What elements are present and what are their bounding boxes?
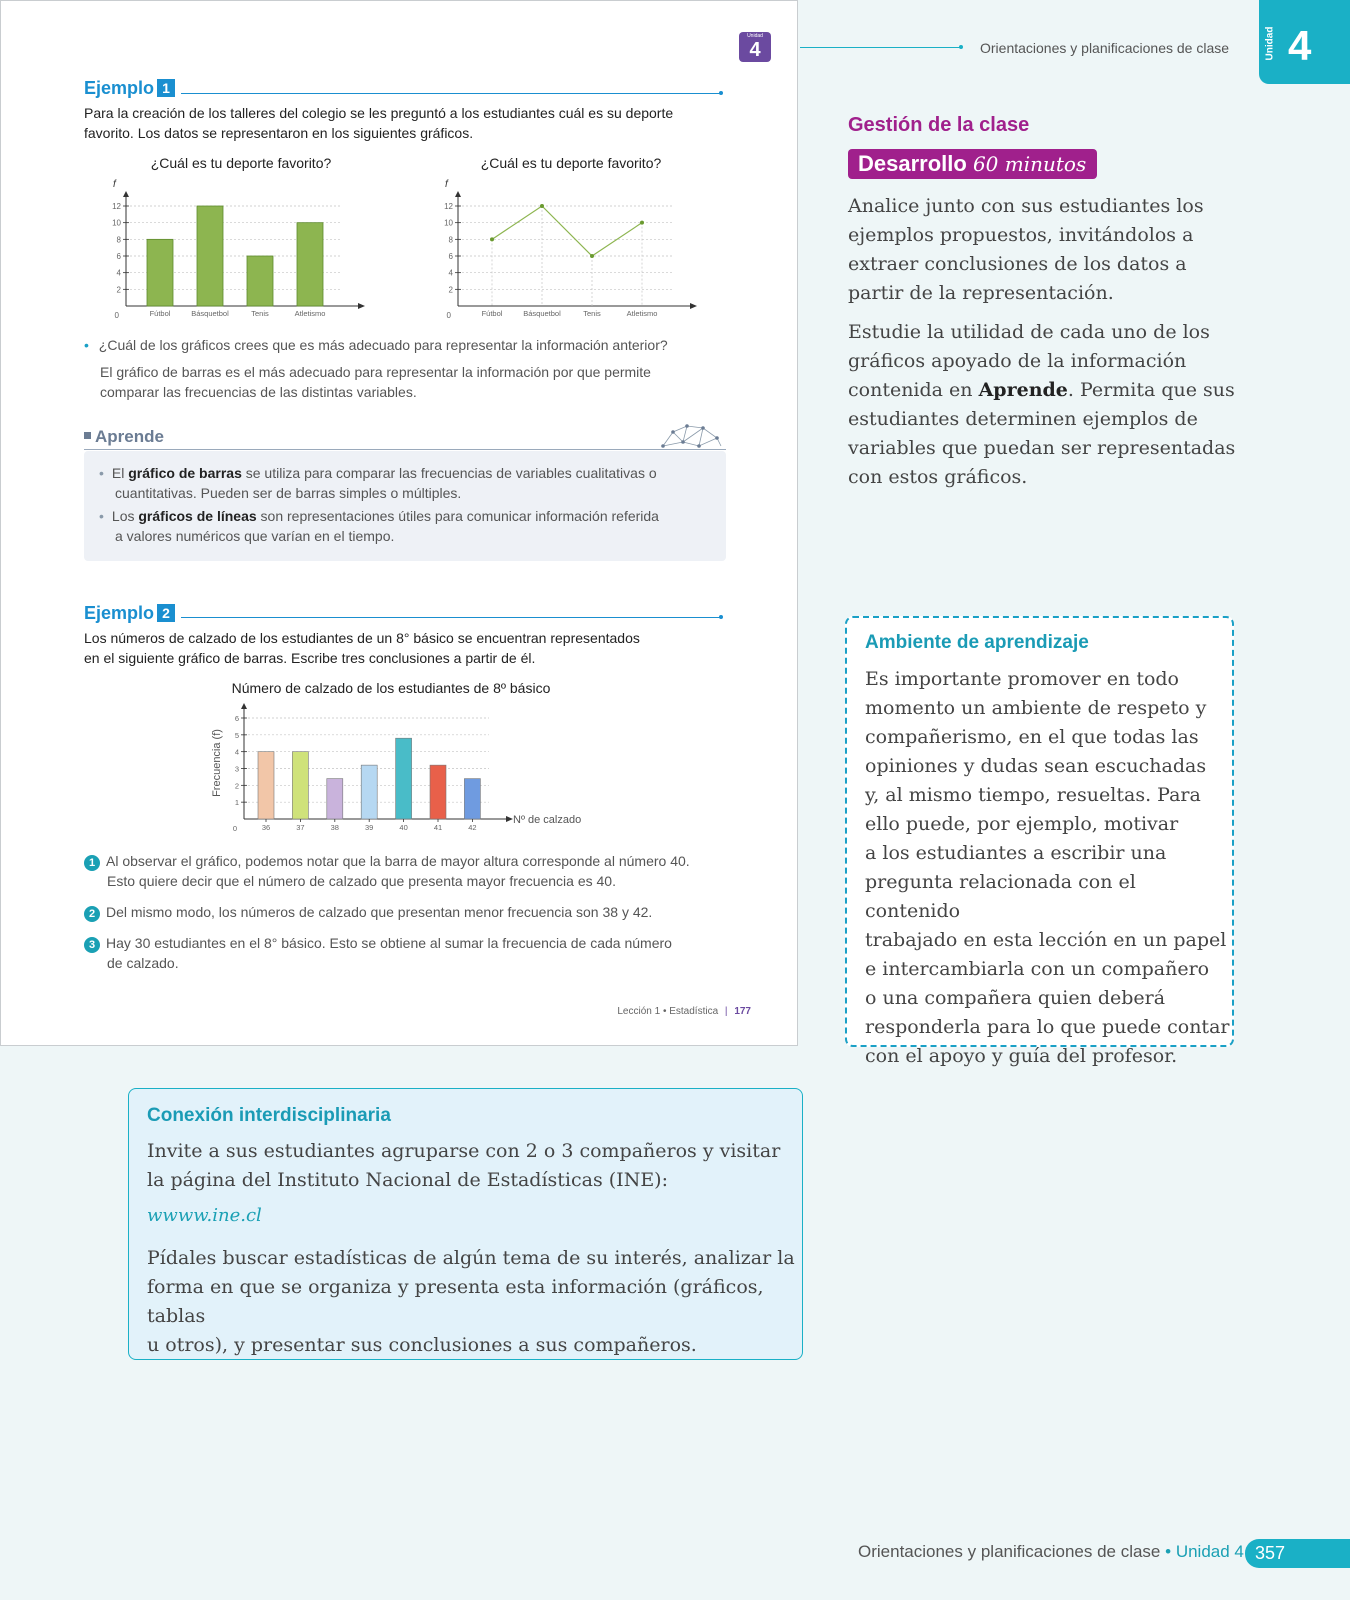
y-tick-label: 10 — [112, 218, 121, 228]
ejemplo-1-intro-line-1: Para la creación de los talleres del colegio se les preguntó a los estudiantes cuál es su deporte — [84, 105, 674, 121]
aprende-item-1-bold: gráfico de barras — [128, 465, 242, 481]
aprende-rule — [84, 449, 726, 450]
ine-link[interactable]: wwww.ine.cl — [147, 1205, 262, 1226]
number-2-icon: 2 — [84, 906, 100, 922]
unit-tab-number: 4 — [1288, 22, 1312, 69]
aprende-item-2 — [99, 506, 719, 546]
y-tick-label: 12 — [444, 202, 453, 211]
x-category-label: 42 — [468, 823, 477, 832]
bar — [147, 239, 173, 306]
gestion-p1-line: Analice junto con sus estudiantes los — [848, 195, 1204, 217]
gestion-p2-line-5: variables que puedan ser representadas — [848, 437, 1236, 459]
aprende-item-1-pre: El — [111, 465, 129, 481]
ejemplo-2-heading — [84, 603, 175, 624]
y-tick-label: 2 — [234, 781, 239, 791]
ambiente-line: momento un ambiente de respeto y — [865, 697, 1207, 719]
x-category-label: 41 — [433, 823, 443, 832]
conexion-title: Conexión interdisciplinaria — [147, 1105, 391, 1126]
ejemplo-1-answer-line-2: comparar las frecuencias de las distintas variables. — [100, 384, 417, 400]
ambiente-line: o una compañera quien deberá — [865, 987, 1166, 1009]
gestion-title: Gestión de la clase — [848, 114, 1030, 136]
ambiente-line: trabajado en esta lección en un papel — [865, 929, 1227, 951]
sports-bar-chart — [106, 179, 376, 324]
x-category-label: Fútbol — [481, 309, 503, 318]
ejemplo-2-rule — [181, 617, 721, 618]
conexion-p1-line-2: la página del Instituto Nacional de Estadísticas (INE): — [147, 1169, 668, 1191]
aprende-heading — [84, 427, 164, 447]
gestion-p2-line-3-pre: contenida en — [848, 379, 979, 401]
gestion-p1-line: extraer conclusiones de los datos a — [848, 253, 1187, 275]
desarrollo-badge — [848, 149, 1097, 179]
student-page-footer — [561, 1006, 751, 1017]
x-axis-arrow-icon — [358, 303, 365, 309]
conexion-p1-line-1: Invite a sus estudiantes agruparse con 2 o 3 compañeros y visitar — [147, 1140, 781, 1162]
x-category-label: Atletismo — [626, 309, 658, 318]
ejemplo-1-intro-line-2: favorito. Los datos se representaron en los siguientes gráficos. — [84, 125, 474, 141]
aprende-item-1 — [99, 463, 719, 503]
y-tick-label: 4 — [234, 747, 239, 757]
y-tick-label: 6 — [116, 252, 121, 261]
bar — [297, 223, 323, 306]
y-tick-label: 0 — [114, 311, 119, 320]
y-tick-label: 8 — [448, 235, 453, 245]
ejemplo-1-question-text: ¿Cuál de los gráficos crees que es más adecuado para representar la información anterior? — [98, 337, 668, 353]
desarrollo-label: Desarrollo — [858, 151, 967, 176]
footer-page-number: 357 — [1255, 1543, 1286, 1563]
x-category-label: Atletismo — [294, 309, 326, 318]
chart-2-title: ¿Cuál es tu deporte favorito? — [480, 155, 662, 171]
ejemplo-2-intro-line-1: Los números de calzado de los estudiantes de un 8° básico se encuentran representados — [84, 630, 640, 646]
ambiente-line: compañerismo, en el que todas las — [865, 726, 1199, 748]
aprende-item-2-line-2: a valores numéricos que varían en el tiempo. — [115, 528, 395, 544]
y-tick-label: 0 — [446, 311, 451, 320]
data-point — [490, 237, 494, 241]
y-tick-label: 6 — [448, 252, 453, 261]
footer-page-badge — [1245, 1539, 1350, 1568]
unit-badge-number: 4 — [749, 39, 761, 61]
chart-3-title: Número de calzado de los estudiantes de 8º básico — [231, 680, 551, 696]
ejemplo-2-intro-line-2: en el siguiente gráfico de barras. Escribe tres conclusiones a partir de él. — [84, 650, 536, 666]
ambiente-line: con el apoyo y guía del profesor. — [865, 1045, 1178, 1067]
bar — [247, 256, 273, 306]
x-category-label: 36 — [261, 823, 271, 832]
conclusion-2-line-1: Del mismo modo, los números de calzado que presentan menor frecuencia son 38 y 42. — [106, 904, 653, 920]
ejemplo-1-question — [84, 335, 784, 355]
ambiente-line: a los estudiantes a escribir una — [865, 842, 1167, 864]
bar — [327, 779, 343, 819]
gestion-paragraph-1 — [848, 192, 1248, 308]
y-axis-label: f — [445, 179, 448, 190]
ambiente-line: e intercambiarla con un compañero — [865, 958, 1210, 980]
conclusion-2 — [84, 902, 784, 922]
ambiente-box — [845, 616, 1234, 1067]
y-axis-label: f — [113, 179, 116, 190]
x-category-label: Fútbol — [149, 309, 171, 318]
aprende-item-1-post: se utiliza para comparar las frecuencias de variables cualitativas o — [241, 465, 657, 481]
conexion-p2-line-1: Pídales buscar estadísticas de algún tema de su interés, analizar la — [147, 1247, 795, 1269]
number-3-icon: 3 — [84, 937, 100, 953]
y-tick-label: 2 — [116, 285, 121, 295]
conexion-p2-line-2: forma en que se organiza y presenta esta información (gráficos, tablas — [147, 1276, 764, 1327]
y-axis-arrow-icon — [455, 191, 461, 197]
x-category-label: Básquetbol — [523, 309, 561, 318]
bar — [292, 752, 308, 819]
ejemplo-2-number: 2 — [157, 604, 175, 622]
unit-badge — [739, 32, 771, 62]
y-tick-label: 3 — [234, 764, 239, 774]
conclusion-1-line-1: Al observar el gráfico, podemos notar que la barra de mayor altura corresponde al número 40. — [106, 853, 690, 869]
gestion-p2-line-3-post: . Permita que sus — [1067, 379, 1235, 401]
y-tick-label: 6 — [234, 714, 239, 723]
conexion-paragraph-2 — [147, 1244, 797, 1360]
bar — [396, 738, 412, 819]
bar — [430, 765, 446, 819]
conclusion-3-line-2: de calzado. — [107, 955, 179, 971]
ejemplo-1-answer-line-1: El gráfico de barras es el más adecuado para representar la información por que permite — [100, 364, 651, 380]
data-point — [540, 204, 544, 208]
footer-separator: • — [1165, 1542, 1172, 1561]
y-tick-label: 2 — [448, 285, 453, 295]
aprende-item-1-line-2: cuantitativas. Pueden ser de barras simples o múltiples. — [115, 485, 462, 501]
x-category-label: Básquetbol — [191, 309, 229, 318]
desarrollo-time: 60 minutos — [972, 152, 1087, 176]
gestion-p2-line-6: con estos gráficos. — [848, 466, 1028, 488]
footer-divider: | — [724, 1006, 728, 1017]
y-axis-arrow-icon — [123, 191, 129, 197]
x-category-label: 40 — [399, 823, 408, 832]
unit-tab — [1259, 0, 1350, 84]
x-category-label: 39 — [365, 823, 374, 832]
x-axis-arrow-icon — [690, 303, 697, 309]
gestion-p2-line-2: gráficos apoyado de la información — [848, 350, 1187, 372]
chart-1-title: ¿Cuál es tu deporte favorito? — [150, 155, 332, 171]
ejemplo-2-title: Ejemplo — [84, 603, 155, 623]
ejemplo-1-intro — [84, 103, 764, 143]
y-tick-label: 5 — [234, 730, 239, 740]
y-tick-label: 4 — [448, 268, 453, 278]
gestion-p2-line-4: estudiantes determinen ejemplos de — [848, 408, 1198, 430]
bar — [464, 779, 480, 819]
bullet-icon: • — [84, 337, 89, 353]
conclusion-3-line-1: Hay 30 estudiantes en el 8° básico. Esto se obtiene al sumar la frecuencia de cada número — [106, 935, 672, 951]
conclusion-3 — [84, 933, 784, 973]
header-rule — [800, 47, 960, 48]
bullet-icon: • — [99, 465, 104, 481]
aprende-title: Aprende — [95, 427, 164, 446]
footer-text: Orientaciones y planificaciones de clase — [858, 1542, 1161, 1561]
x-axis-label: Nº de calzado — [513, 814, 582, 826]
ambiente-line: responderla para lo que puede contar — [865, 1016, 1230, 1038]
y-tick-label: 0 — [232, 824, 237, 833]
x-category-label: 38 — [330, 823, 339, 832]
series-line — [492, 206, 642, 256]
gestion-p1-line: partir de la representación. — [848, 282, 1114, 304]
ejemplo-2-intro — [84, 628, 764, 668]
ambiente-text — [865, 665, 1230, 1071]
bar — [197, 206, 223, 306]
conexion-p2-line-3: u otros), y presentar sus conclusiones a sus compañeros. — [147, 1334, 697, 1356]
ambiente-line: Es importante promover en todo — [865, 668, 1179, 690]
page-footer — [858, 1542, 1244, 1562]
network-icon — [659, 420, 723, 450]
y-tick-label: 4 — [116, 268, 121, 278]
gestion-paragraph-2 — [848, 318, 1268, 492]
shoe-size-bar-chart — [206, 701, 616, 841]
ejemplo-1-heading — [84, 78, 175, 99]
ambiente-line: ello puede, por ejemplo, motivar — [865, 813, 1179, 835]
header-title: Orientaciones y planificaciones de clase — [980, 40, 1230, 56]
aprende-item-2-bold: gráficos de líneas — [138, 508, 257, 524]
y-tick-label: 12 — [112, 202, 121, 211]
ambiente-line: y, al mismo tiempo, resueltas. Para — [865, 784, 1201, 806]
header-rule-dot — [959, 45, 963, 49]
sports-line-chart — [438, 179, 708, 324]
conexion-box — [128, 1088, 803, 1360]
x-category-label: Tenis — [251, 309, 269, 318]
lesson-label: Lección 1 • Estadística — [617, 1006, 719, 1017]
square-bullet-icon — [84, 432, 91, 439]
ambiente-line: pregunta relacionada con el contenido — [865, 871, 1136, 922]
y-tick-label: 1 — [234, 798, 239, 808]
number-1-icon: 1 — [84, 855, 100, 871]
ejemplo-1-title: Ejemplo — [84, 78, 155, 98]
data-point — [590, 254, 594, 258]
y-tick-label: 10 — [444, 218, 453, 228]
footer-unit: Unidad 4 — [1175, 1542, 1244, 1561]
ejemplo-1-number: 1 — [157, 79, 175, 97]
unit-badge-label: Unidad — [747, 33, 763, 39]
y-axis-label: Frecuencia (f) — [211, 729, 223, 797]
data-point — [640, 221, 644, 225]
ejemplo-1-answer — [100, 362, 790, 402]
y-axis-arrow-icon — [241, 703, 247, 709]
gestion-p1-line: ejemplos propuestos, invitándolos a — [848, 224, 1194, 246]
bar — [361, 765, 377, 819]
unit-tab-label: Unidad — [1264, 26, 1276, 61]
aprende-item-2-pre: Los — [111, 508, 139, 524]
student-page-number: 177 — [734, 1006, 751, 1017]
aprende-item-2-post: son representaciones útiles para comunicar información referida — [256, 508, 659, 524]
gestion-p2-line-3-bold: Aprende — [978, 379, 1068, 401]
ejemplo-1-rule — [181, 93, 721, 94]
x-axis-arrow-icon — [506, 816, 513, 822]
conexion-paragraph-1 — [147, 1137, 797, 1195]
ambiente-line: opiniones y dudas sean escuchadas — [865, 755, 1207, 777]
y-tick-label: 8 — [116, 235, 121, 245]
bar — [258, 752, 274, 819]
student-book-page — [0, 0, 798, 1046]
conclusion-1-line-2: Esto quiere decir que el número de calzado que presenta mayor frecuencia es 40. — [107, 873, 616, 889]
x-category-label: Tenis — [583, 309, 601, 318]
gestion-p2-line-1: Estudie la utilidad de cada uno de los — [848, 321, 1210, 343]
ambiente-title: Ambiente de aprendizaje — [865, 632, 1089, 653]
x-category-label: 37 — [296, 823, 305, 832]
bullet-icon: • — [99, 508, 104, 524]
conclusion-1 — [84, 851, 784, 891]
